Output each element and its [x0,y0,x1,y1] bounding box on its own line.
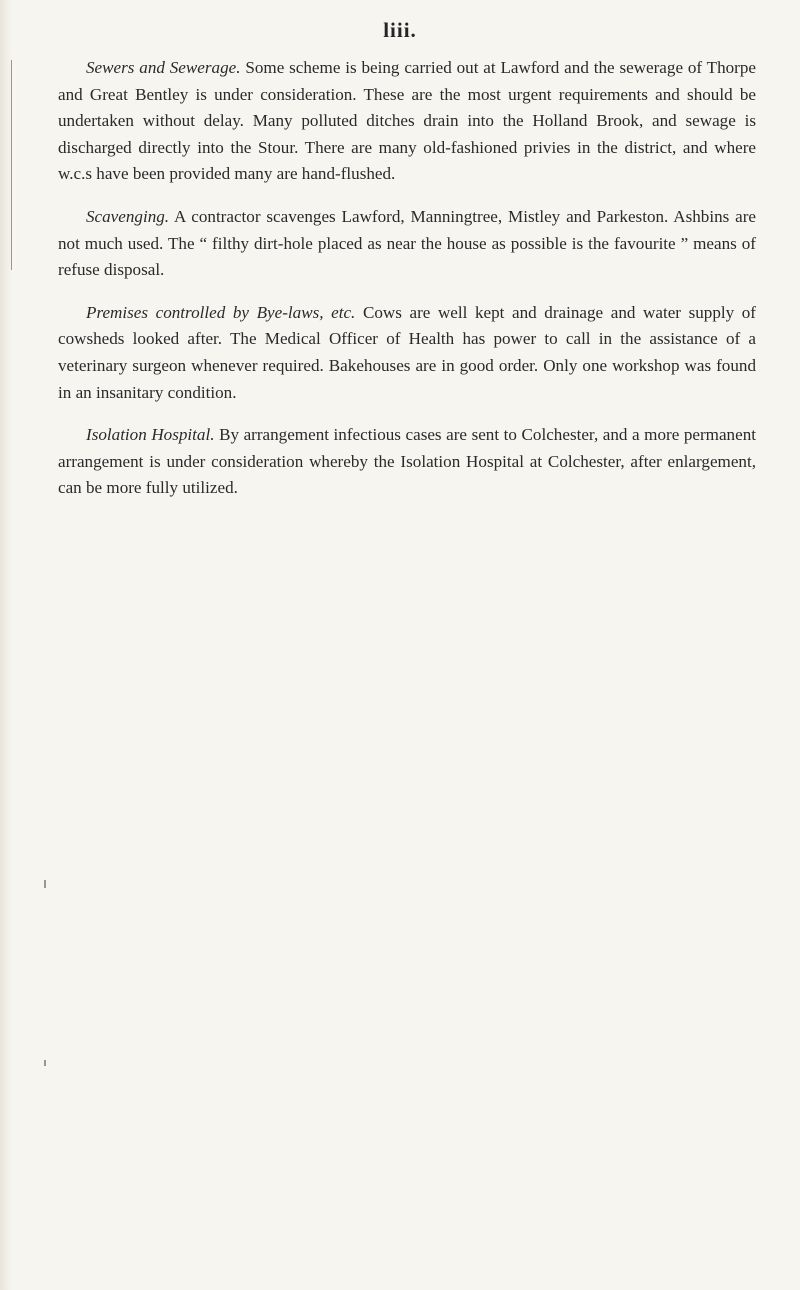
paragraph-sewers [58,55,756,188]
paragraph-heading: Premises controlled by Bye-laws, etc. [86,302,356,322]
paragraph-premises [58,300,756,406]
body-text [58,55,756,518]
paragraph-isolation-hospital [58,422,756,502]
paragraph-heading: Scavenging. [86,206,170,226]
page-number: liii. [383,18,417,42]
paragraph-text: Some scheme is being carried out at Lawford and the sewerage of Thorpe and Great Bentley is under consideration. These are the most urgent requirements and should be undertaken without delay. Many polluted ditches drain into the Holland Brook, and sewage is discharged directly into the Stour. There are many old-fashioned privies in the district, and where w.c.s have been provided many are hand-flushed. [58,58,757,184]
paragraph-text: Cows are well kept and drainage and water supply of cowsheds looked after. The Medical Officer of Health has power to call in the assistance of a veterinary surgeon whenever required. Bakehouses are in good order. Only one workshop was found in an insanitary condition. [58,302,756,402]
paragraph-scavenging [58,204,756,284]
paragraph-text: A contractor scavenges Lawford, Manningtree, Mistley and Parkeston. Ashbins are not much used. The “ filthy dirt-hole placed as near the house as possible is the favourite ” means of refuse disposal. [58,206,756,280]
paragraph-heading: Sewers and Sewerage. [86,58,241,77]
paragraph-heading: Isolation Hospital. [86,425,215,445]
margin-mark [11,60,12,270]
margin-mark [44,1060,46,1066]
paragraph-text: By arrangement infectious cases are sent to Colchester, and a more permanent arrangement is under consideration whereby the Isolation Hospital at Colchester, after enlargement, can be more fully utilized. [58,425,756,498]
margin-mark [44,880,46,888]
